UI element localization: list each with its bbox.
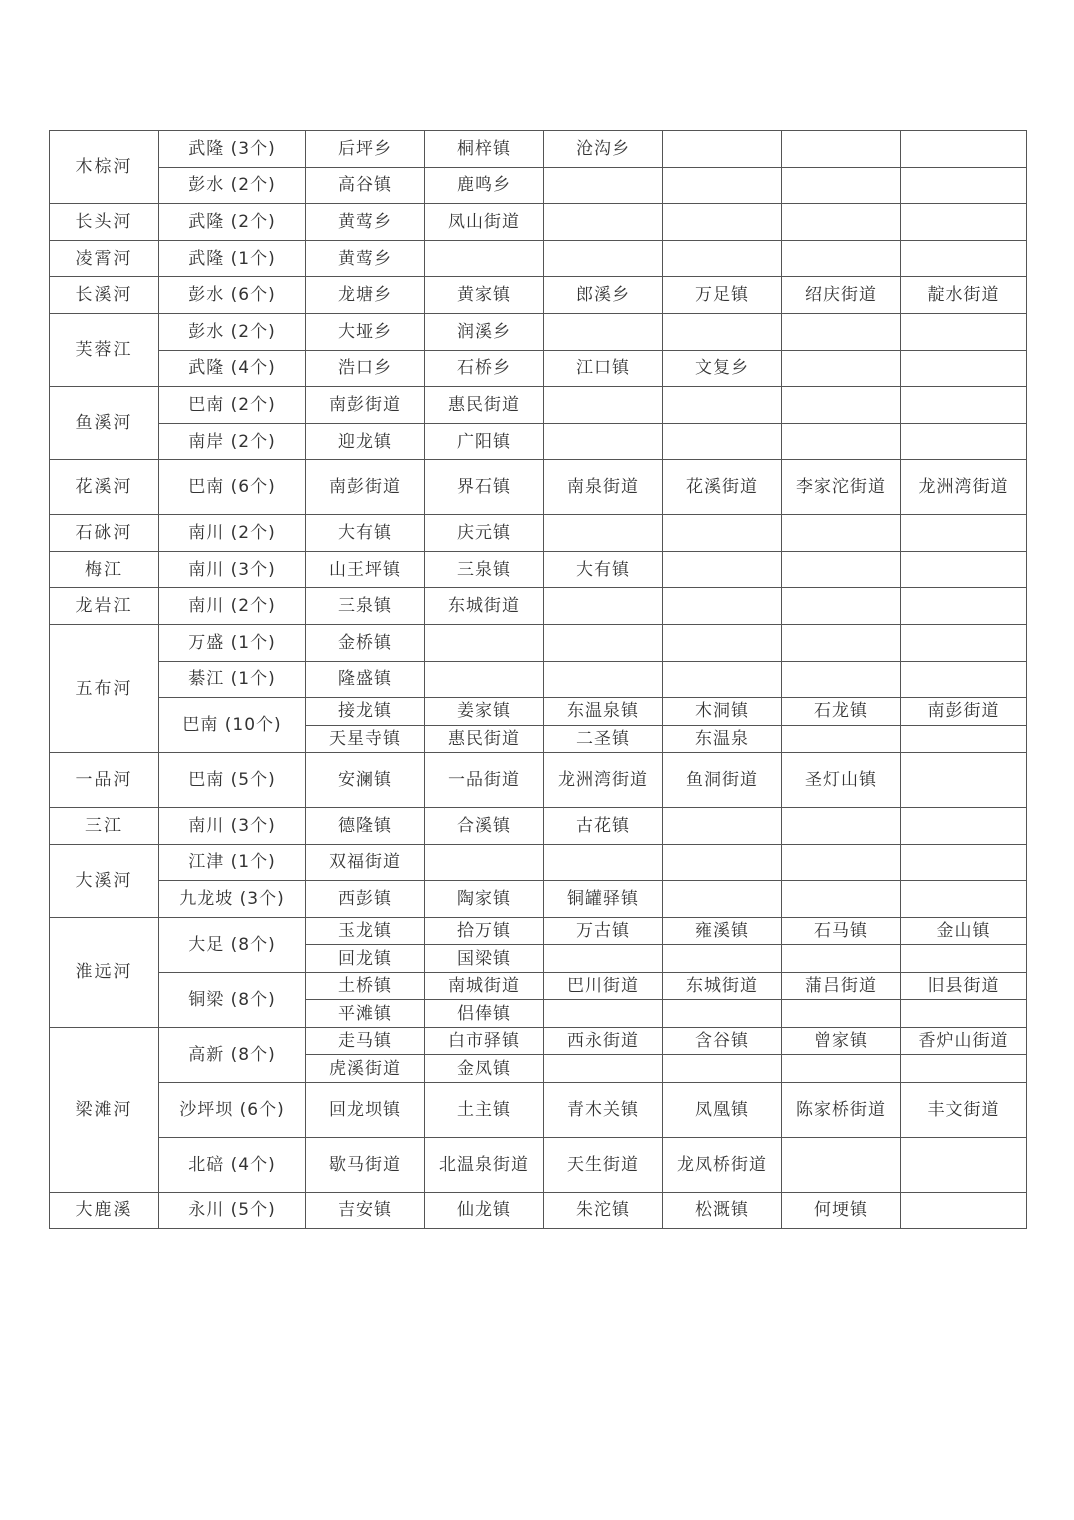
table-cell: 大垭乡 — [306, 313, 425, 350]
table-cell: 武隆 (4个) — [159, 350, 306, 387]
table-cell — [663, 313, 782, 350]
table-cell: 鹿鸣乡 — [425, 167, 544, 204]
table-cell: 接龙镇 — [306, 698, 425, 726]
table-row — [50, 460, 1027, 515]
table-cell: 歇马街道 — [306, 1137, 425, 1192]
table-cell: 大有镇 — [544, 551, 663, 588]
table-row — [50, 588, 1027, 625]
table-cell — [901, 551, 1027, 588]
table-cell: 沙坪坝 (6个) — [159, 1082, 306, 1137]
table-cell — [663, 844, 782, 881]
table-cell: 走马镇 — [306, 1027, 425, 1055]
table-cell: 李家沱街道 — [782, 460, 901, 515]
table-row — [50, 917, 1027, 945]
table-cell: 南川 (3个) — [159, 551, 306, 588]
table-cell: 南川 (2个) — [159, 588, 306, 625]
table-row — [50, 515, 1027, 552]
table-cell — [663, 881, 782, 918]
table-cell — [901, 350, 1027, 387]
table-cell: 陈家桥街道 — [782, 1082, 901, 1137]
table-cell: 土主镇 — [425, 1082, 544, 1137]
table-cell — [901, 423, 1027, 460]
table-cell — [544, 588, 663, 625]
river-name-cell: 一品河 — [50, 753, 159, 808]
table-cell: 平滩镇 — [306, 1000, 425, 1028]
table-cell: 白市驿镇 — [425, 1027, 544, 1055]
table-cell — [901, 1055, 1027, 1083]
table-cell — [544, 844, 663, 881]
table-cell: 仙龙镇 — [425, 1192, 544, 1229]
table-cell: 龙洲湾街道 — [901, 460, 1027, 515]
table-row — [50, 881, 1027, 918]
table-cell — [782, 725, 901, 753]
table-cell — [782, 1137, 901, 1192]
table-cell — [901, 945, 1027, 973]
table-cell: 旧县街道 — [901, 972, 1027, 1000]
table-cell: 南彭街道 — [901, 698, 1027, 726]
table-cell: 惠民街道 — [425, 387, 544, 424]
table-cell — [663, 423, 782, 460]
table-cell — [782, 588, 901, 625]
table-cell: 巴南 (6个) — [159, 460, 306, 515]
table-cell — [544, 423, 663, 460]
table-cell — [663, 1000, 782, 1028]
table-cell — [782, 350, 901, 387]
river-name-cell: 梁滩河 — [50, 1027, 159, 1192]
table-cell — [782, 131, 901, 168]
table-cell — [544, 515, 663, 552]
table-cell — [782, 1000, 901, 1028]
table-cell — [901, 167, 1027, 204]
table-cell: 武隆 (2个) — [159, 204, 306, 241]
table-cell — [901, 1137, 1027, 1192]
table-cell: 双福街道 — [306, 844, 425, 881]
river-name-cell: 鱼溪河 — [50, 387, 159, 460]
table-cell: 绍庆街道 — [782, 277, 901, 314]
river-name-cell: 龙岩江 — [50, 588, 159, 625]
table-row — [50, 1082, 1027, 1137]
table-cell: 拾万镇 — [425, 917, 544, 945]
table-cell — [782, 625, 901, 662]
river-name-cell: 长头河 — [50, 204, 159, 241]
table-cell: 龙洲湾街道 — [544, 753, 663, 808]
table-cell — [782, 204, 901, 241]
table-cell — [663, 661, 782, 698]
table-cell: 圣灯山镇 — [782, 753, 901, 808]
table-cell — [544, 1055, 663, 1083]
table-cell — [663, 515, 782, 552]
table-cell: 润溪乡 — [425, 313, 544, 350]
river-name-cell: 长溪河 — [50, 277, 159, 314]
table-cell: 二圣镇 — [544, 725, 663, 753]
table-row — [50, 844, 1027, 881]
river-name-cell: 梅江 — [50, 551, 159, 588]
table-cell — [901, 588, 1027, 625]
table-cell: 蒲吕街道 — [782, 972, 901, 1000]
table-cell: 东城街道 — [663, 972, 782, 1000]
table-row — [50, 808, 1027, 845]
table-cell — [544, 625, 663, 662]
table-cell — [663, 625, 782, 662]
table-cell: 凤凰镇 — [663, 1082, 782, 1137]
table-cell: 惠民街道 — [425, 725, 544, 753]
table-cell: 巴南 (10个) — [159, 698, 306, 753]
table-cell — [901, 131, 1027, 168]
table-cell: 凤山街道 — [425, 204, 544, 241]
table-cell: 松溉镇 — [663, 1192, 782, 1229]
table-cell: 回龙镇 — [306, 945, 425, 973]
table-cell — [901, 204, 1027, 241]
table-cell: 广阳镇 — [425, 423, 544, 460]
table-cell: 陶家镇 — [425, 881, 544, 918]
table-cell: 香炉山街道 — [901, 1027, 1027, 1055]
table-cell — [425, 844, 544, 881]
table-cell: 国梁镇 — [425, 945, 544, 973]
table-cell: 万盛 (1个) — [159, 625, 306, 662]
table-cell: 郎溪乡 — [544, 277, 663, 314]
table-cell: 南彭街道 — [306, 460, 425, 515]
table-cell: 江口镇 — [544, 350, 663, 387]
river-name-cell: 五布河 — [50, 625, 159, 753]
table-row — [50, 698, 1027, 726]
table-cell: 北温泉街道 — [425, 1137, 544, 1192]
table-cell — [782, 515, 901, 552]
table-cell: 武隆 (3个) — [159, 131, 306, 168]
table-cell: 彭水 (6个) — [159, 277, 306, 314]
table-cell — [663, 387, 782, 424]
table-cell: 浩口乡 — [306, 350, 425, 387]
table-cell — [425, 661, 544, 698]
table-cell — [901, 240, 1027, 277]
table-cell: 桐梓镇 — [425, 131, 544, 168]
table-cell — [544, 661, 663, 698]
table-cell: 巴川街道 — [544, 972, 663, 1000]
table-cell — [782, 844, 901, 881]
table-cell: 含谷镇 — [663, 1027, 782, 1055]
table-cell: 武隆 (1个) — [159, 240, 306, 277]
table-cell — [782, 1055, 901, 1083]
table-cell: 彭水 (2个) — [159, 313, 306, 350]
table-cell: 黄莺乡 — [306, 240, 425, 277]
table-cell: 石桥乡 — [425, 350, 544, 387]
table-cell: 石马镇 — [782, 917, 901, 945]
table-cell — [782, 945, 901, 973]
table-cell — [901, 881, 1027, 918]
table-cell: 东城街道 — [425, 588, 544, 625]
table-cell: 大有镇 — [306, 515, 425, 552]
river-name-cell: 大溪河 — [50, 844, 159, 917]
table-row — [50, 167, 1027, 204]
table-cell: 姜家镇 — [425, 698, 544, 726]
table-cell — [901, 625, 1027, 662]
table-cell: 界石镇 — [425, 460, 544, 515]
river-name-cell: 三江 — [50, 808, 159, 845]
table-cell — [544, 313, 663, 350]
table-cell: 北碚 (4个) — [159, 1137, 306, 1192]
table-cell — [901, 1000, 1027, 1028]
table-cell: 一品街道 — [425, 753, 544, 808]
table-row — [50, 1192, 1027, 1229]
table-cell: 靛水街道 — [901, 277, 1027, 314]
river-name-cell: 凌霄河 — [50, 240, 159, 277]
table-cell — [663, 551, 782, 588]
table-cell: 安澜镇 — [306, 753, 425, 808]
river-name-cell: 木棕河 — [50, 131, 159, 204]
table-row — [50, 350, 1027, 387]
table-cell: 南川 (2个) — [159, 515, 306, 552]
table-cell — [782, 167, 901, 204]
table-row — [50, 204, 1027, 241]
table-cell: 古花镇 — [544, 808, 663, 845]
table-cell — [544, 240, 663, 277]
table-cell — [663, 808, 782, 845]
table-cell — [663, 204, 782, 241]
table-cell — [901, 515, 1027, 552]
table-row — [50, 972, 1027, 1000]
table-cell: 南岸 (2个) — [159, 423, 306, 460]
table-cell: 龙凤桥街道 — [663, 1137, 782, 1192]
table-cell: 朱沱镇 — [544, 1192, 663, 1229]
table-cell: 德隆镇 — [306, 808, 425, 845]
table-row — [50, 625, 1027, 662]
table-row — [50, 753, 1027, 808]
river-name-cell: 花溪河 — [50, 460, 159, 515]
table-cell: 铜罐驿镇 — [544, 881, 663, 918]
table-cell: 天生街道 — [544, 1137, 663, 1192]
table-cell: 九龙坡 (3个) — [159, 881, 306, 918]
table-cell: 高谷镇 — [306, 167, 425, 204]
river-name-cell: 淮远河 — [50, 917, 159, 1027]
table-cell — [663, 131, 782, 168]
table-cell: 三泉镇 — [306, 588, 425, 625]
table-cell: 合溪镇 — [425, 808, 544, 845]
table-cell: 迎龙镇 — [306, 423, 425, 460]
table-cell: 山王坪镇 — [306, 551, 425, 588]
table-cell — [663, 167, 782, 204]
table-cell — [544, 1000, 663, 1028]
table-row — [50, 131, 1027, 168]
table-row — [50, 277, 1027, 314]
table-cell — [544, 204, 663, 241]
table-cell: 东温泉镇 — [544, 698, 663, 726]
table-cell: 何埂镇 — [782, 1192, 901, 1229]
river-name-cell: 大鹿溪 — [50, 1192, 159, 1229]
table-cell: 侣俸镇 — [425, 1000, 544, 1028]
table-cell — [663, 945, 782, 973]
river-township-table — [49, 130, 1027, 1229]
table-cell — [901, 808, 1027, 845]
table-cell: 綦江 (1个) — [159, 661, 306, 698]
table-row — [50, 387, 1027, 424]
table-cell: 江津 (1个) — [159, 844, 306, 881]
table-cell — [544, 387, 663, 424]
table-cell: 巴南 (5个) — [159, 753, 306, 808]
table-row — [50, 1137, 1027, 1192]
table-cell: 虎溪街道 — [306, 1055, 425, 1083]
table-cell: 西彭镇 — [306, 881, 425, 918]
table-row — [50, 661, 1027, 698]
table-cell: 丰文街道 — [901, 1082, 1027, 1137]
table-cell: 天星寺镇 — [306, 725, 425, 753]
table-cell: 大足 (8个) — [159, 917, 306, 972]
table-cell: 龙塘乡 — [306, 277, 425, 314]
table-cell: 万足镇 — [663, 277, 782, 314]
table-cell — [663, 240, 782, 277]
table-row — [50, 423, 1027, 460]
table-cell: 隆盛镇 — [306, 661, 425, 698]
table-cell: 后坪乡 — [306, 131, 425, 168]
table-cell: 雍溪镇 — [663, 917, 782, 945]
table-cell: 吉安镇 — [306, 1192, 425, 1229]
table-cell: 高新 (8个) — [159, 1027, 306, 1082]
table-cell: 沧沟乡 — [544, 131, 663, 168]
table-cell — [782, 661, 901, 698]
table-cell: 文复乡 — [663, 350, 782, 387]
table-cell: 金桥镇 — [306, 625, 425, 662]
table-row — [50, 1027, 1027, 1055]
table-row — [50, 551, 1027, 588]
table-cell — [901, 387, 1027, 424]
table-cell: 曾家镇 — [782, 1027, 901, 1055]
table-cell — [782, 881, 901, 918]
table-cell: 西永街道 — [544, 1027, 663, 1055]
table-cell: 黄家镇 — [425, 277, 544, 314]
river-name-cell: 芙蓉江 — [50, 313, 159, 386]
table-cell: 回龙坝镇 — [306, 1082, 425, 1137]
table-cell — [425, 240, 544, 277]
table-cell: 金山镇 — [901, 917, 1027, 945]
table-cell — [901, 661, 1027, 698]
table-cell: 南彭街道 — [306, 387, 425, 424]
table-cell — [425, 625, 544, 662]
table-cell: 南城街道 — [425, 972, 544, 1000]
table-cell: 花溪街道 — [663, 460, 782, 515]
table-row — [50, 240, 1027, 277]
table-cell: 玉龙镇 — [306, 917, 425, 945]
table-cell: 黄莺乡 — [306, 204, 425, 241]
table-cell: 彭水 (2个) — [159, 167, 306, 204]
table-cell: 金凤镇 — [425, 1055, 544, 1083]
table-cell: 石龙镇 — [782, 698, 901, 726]
table-cell — [782, 423, 901, 460]
table-cell: 木洞镇 — [663, 698, 782, 726]
table-cell — [782, 387, 901, 424]
table-cell: 庆元镇 — [425, 515, 544, 552]
table-cell — [663, 1055, 782, 1083]
table-cell: 南川 (3个) — [159, 808, 306, 845]
table-cell: 万古镇 — [544, 917, 663, 945]
table-cell: 三泉镇 — [425, 551, 544, 588]
table-cell — [782, 808, 901, 845]
table-cell: 青木关镇 — [544, 1082, 663, 1137]
table-cell — [901, 313, 1027, 350]
table-cell — [544, 945, 663, 973]
table-cell — [782, 313, 901, 350]
table-cell: 巴南 (2个) — [159, 387, 306, 424]
table-cell: 鱼洞街道 — [663, 753, 782, 808]
table-cell — [544, 167, 663, 204]
table-cell — [901, 753, 1027, 808]
table-cell: 土桥镇 — [306, 972, 425, 1000]
river-name-cell: 石砯河 — [50, 515, 159, 552]
table-cell: 南泉街道 — [544, 460, 663, 515]
table-cell: 永川 (5个) — [159, 1192, 306, 1229]
table-cell — [901, 844, 1027, 881]
table-cell — [782, 551, 901, 588]
table-cell — [901, 725, 1027, 753]
table-cell: 铜梁 (8个) — [159, 972, 306, 1027]
table-cell — [663, 588, 782, 625]
table-cell — [901, 1192, 1027, 1229]
table-cell — [782, 240, 901, 277]
table-cell: 东温泉 — [663, 725, 782, 753]
table-body — [50, 131, 1027, 1229]
table-row — [50, 313, 1027, 350]
